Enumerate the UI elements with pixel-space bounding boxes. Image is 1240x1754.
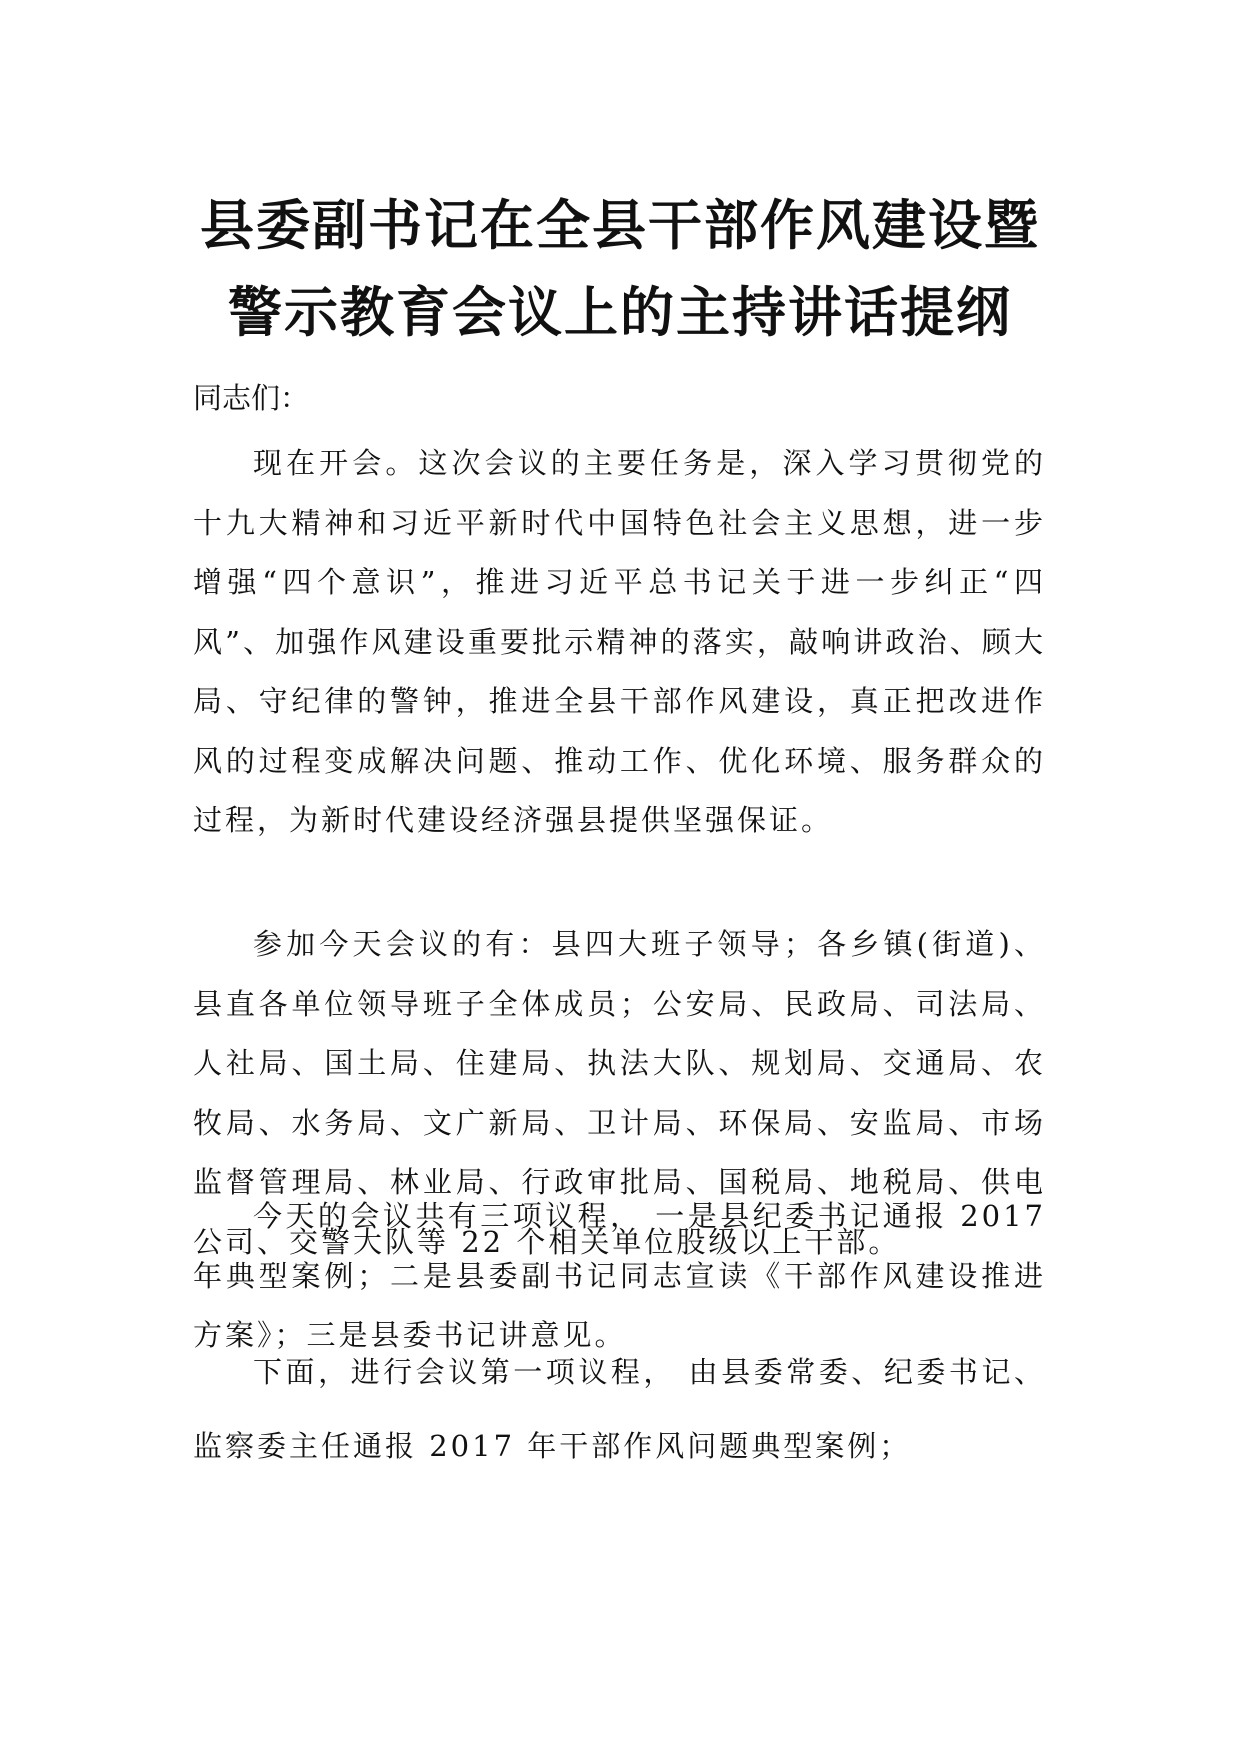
salutation: 同志们： [193,381,310,415]
paragraph-attendees: 参加今天会议的有：县四大班子领导；各乡镇(街道)、县直各单位领导班子全体成员；公安局、民政局、司法局、人社局、国土局、住建局、执法大队、规划局、交通局、农牧局、水务局、文广新局、卫计局、环保局、安监局、市场监督管理局、林业局、行政审批局、国税局、地税局、供电公司、交警大队等 22 个相关单位股级以上干部。 [193,927,1046,1259]
paragraph-first-item: 下面，进行会议第一项议程， 由县委常委、纪委书记、监察委主任通报 2017 年干部作风问题典型案例； [193,1355,1046,1463]
document-title-line-1: 县委副书记在全县干部作风建设暨 [200,194,1040,257]
document-title-line-2: 警示教育会议上的主持讲话提纲 [228,281,1012,344]
paragraph-agenda: 今天的会议共有三项议程， 一是县纪委书记通报 2017 年典型案例；二是县委副书记同志宣读《干部作风建设推进方案》；三是县委书记讲意见。 [193,1199,1046,1352]
paragraph-opening: 现在开会。这次会议的主要任务是，深入学习贯彻党的十九大精神和习近平新时代中国特色社会主义思想，进一步增强“四个意识”，推进习近平总书记关于进一步纠正“四风”、加强作风建设重要批示精神的落实，敲响讲政治、顾大局、守纪律的警钟，推进全县干部作风建设，真正把改进作风的过程变成解决问题、推动工作、优化环境、服务群众的过程，为新时代建设经济强县提供坚强保证。 [193,446,1046,837]
